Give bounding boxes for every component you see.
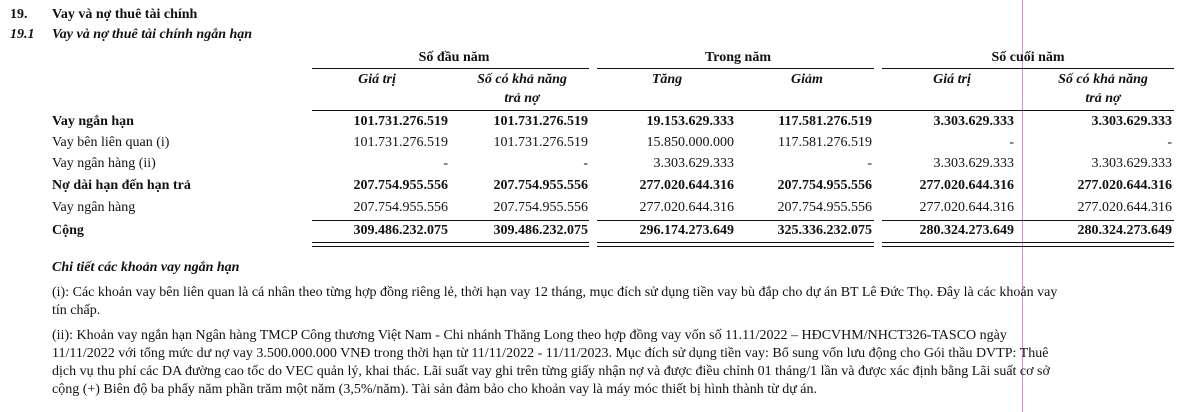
total-cell: 309.486.232.075 xyxy=(493,223,588,238)
table-cell: 277.020.644.316 xyxy=(639,178,734,193)
total-cell: 296.174.273.649 xyxy=(639,223,734,238)
table-cell: 101.731.276.519 xyxy=(493,135,588,150)
table-cell: 277.020.644.316 xyxy=(1077,178,1172,193)
total-double-rule xyxy=(312,242,589,247)
table-cell: 277.020.644.316 xyxy=(919,178,1014,193)
note-i-line: (i): Các khoản vay bên liên quan là cá nhân theo từng hợp đồng riêng lẻ, thời hạn vay 12 tháng, mục đích sử dụng tiền vay bù đắp cho dự án BT Lê Đức Thọ. Đây là các khoản vay xyxy=(52,285,1058,300)
note-i-line: tín chấp. xyxy=(52,303,101,318)
column-header: Số có khả năng xyxy=(477,72,567,87)
row-label: Vay bên liên quan (i) xyxy=(52,135,170,150)
table-cell: 3.303.629.333 xyxy=(1091,156,1172,171)
column-header: Số có khả năng xyxy=(1058,72,1148,87)
row-label: Vay ngắn hạn xyxy=(52,114,134,129)
table-cell: 15.850.000.000 xyxy=(646,135,734,150)
table-cell: 3.303.629.333 xyxy=(653,156,734,171)
table-cell: 207.754.955.556 xyxy=(777,178,872,193)
column-header-line2: trả nợ xyxy=(504,91,540,106)
table-cell: 207.754.955.556 xyxy=(353,200,448,215)
section-title: Vay và nợ thuê tài chính xyxy=(52,7,198,22)
column-header: Tăng xyxy=(651,72,683,87)
row-label: Vay ngân hàng (ii) xyxy=(52,156,156,171)
group-header-underline xyxy=(312,68,589,69)
group-header-during-year: Trong năm xyxy=(705,50,771,65)
table-cell: 19.153.629.333 xyxy=(646,114,734,129)
table-cell: 277.020.644.316 xyxy=(1077,200,1172,215)
table-cell: - xyxy=(1009,135,1014,150)
table-cell: 207.754.955.556 xyxy=(777,200,872,215)
table-cell: 101.731.276.519 xyxy=(353,135,448,150)
table-cell: 117.581.276.519 xyxy=(778,135,872,150)
table-cell: 101.731.276.519 xyxy=(353,114,448,129)
row-label: Vay ngân hàng xyxy=(52,200,136,215)
row-label: Nợ dài hạn đến hạn trả xyxy=(52,178,191,193)
total-top-rule xyxy=(882,220,1174,221)
table-cell: 3.303.629.333 xyxy=(933,114,1014,129)
table-cell: - xyxy=(1167,135,1172,150)
details-heading: Chi tiết các khoản vay ngắn hạn xyxy=(52,260,240,275)
group-header-opening: Số đầu năm xyxy=(418,50,490,65)
column-header: Giá trị xyxy=(358,72,396,87)
note-ii-line: (ii): Khoản vay ngắn hạn Ngân hàng TMCP Công thương Việt Nam - Chi nhánh Thăng Long theo hợp đồng vay vốn số 11.11/2022 – HĐCVHM/NHCT326-TASCO ngày xyxy=(52,328,1007,343)
note-ii-line: cộng (+) Biên độ ba phẩy năm phần trăm một năm (3,5%/năm). Tài sản đảm bảo cho khoản vay là máy móc thiết bị hình thành từ dự án. xyxy=(52,382,818,397)
subsection-number: 19.1 xyxy=(10,27,35,42)
table-cell: - xyxy=(443,156,448,171)
table-cell: 117.581.276.519 xyxy=(778,114,872,129)
table-cell: 207.754.955.556 xyxy=(493,200,588,215)
table-cell: 207.754.955.556 xyxy=(493,178,588,193)
group-header-underline xyxy=(882,68,1174,69)
table-cell: 101.731.276.519 xyxy=(493,114,588,129)
table-cell: - xyxy=(867,156,872,171)
total-label: Cộng xyxy=(52,223,84,238)
total-top-rule xyxy=(597,220,874,221)
column-header-underline xyxy=(312,110,1174,111)
table-cell: 3.303.629.333 xyxy=(1091,114,1172,129)
note-ii-line: 11/11/2022 với tổng mức dư nợ vay 3.500.000.000 VNĐ trong thời hạn từ 11/11/2022 - 11/11/2023. Mục đích sử dụng tiền vay: Bổ sung vốn lưu động cho Gói thầu DVTP: Thuê xyxy=(52,346,1049,361)
total-cell: 325.336.232.075 xyxy=(777,223,872,238)
group-header-underline xyxy=(597,68,874,69)
table-cell: 277.020.644.316 xyxy=(919,200,1014,215)
column-header: Giá trị xyxy=(933,72,971,87)
column-header: Giảm xyxy=(791,72,823,87)
table-cell: 3.303.629.333 xyxy=(933,156,1014,171)
section-number: 19. xyxy=(10,7,28,22)
total-cell: 280.324.273.649 xyxy=(1077,223,1172,238)
note-ii-line: dịch vụ thu phí các DA đường cao tốc do VEC quản lý, khai thác. Lãi suất vay ghi trên từng giấy nhận nợ và được điều chỉnh 01 tháng/1 lần và được xác định bằng Lãi suất cơ sở xyxy=(52,364,1050,379)
total-cell: 309.486.232.075 xyxy=(353,223,448,238)
total-double-rule xyxy=(597,242,874,247)
total-top-rule xyxy=(312,220,589,221)
total-cell: 280.324.273.649 xyxy=(919,223,1014,238)
column-header-line2: trả nợ xyxy=(1085,91,1121,106)
table-cell: 207.754.955.556 xyxy=(353,178,448,193)
group-header-closing: Số cuối năm xyxy=(991,50,1065,65)
subsection-title: Vay và nợ thuê tài chính ngắn hạn xyxy=(52,27,253,42)
table-cell: 277.020.644.316 xyxy=(639,200,734,215)
table-cell: - xyxy=(583,156,588,171)
total-double-rule xyxy=(882,242,1174,247)
